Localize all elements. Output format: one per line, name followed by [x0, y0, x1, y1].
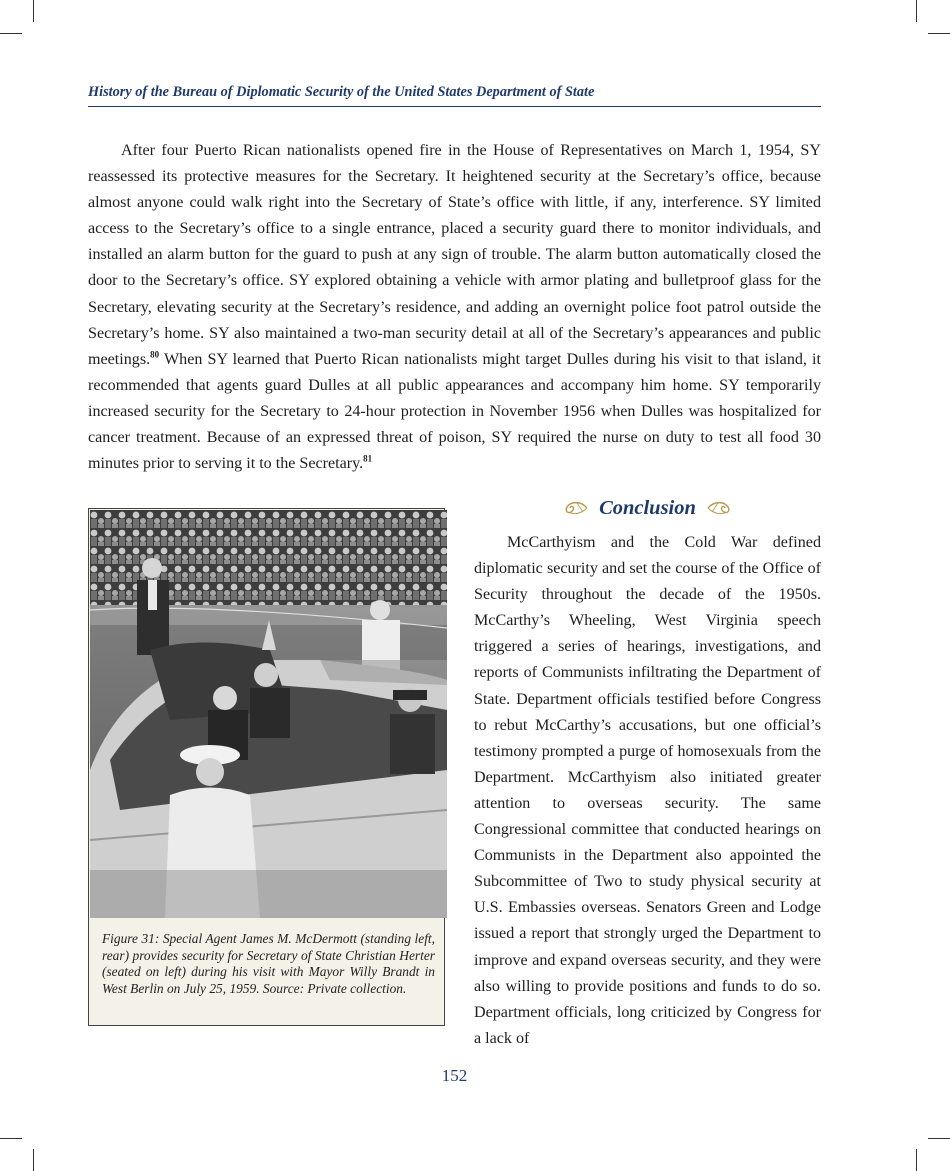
photograph — [90, 510, 447, 918]
paragraph-text: When SY learned that Puerto Rican nationalists might target Dulles during his visit to that island, it recommended that agents guard Dulles at all public appearances and accompany him home. SY temporarily increased security for the Secretary to 24-hour protection in November 1956 when Dulles was hospitalized for cancer treatment. Because of an expressed threat of poison, SY required the nurse on duty to test all food 30 minutes prior to serving it to the Secretary. — [88, 350, 821, 473]
crop-mark — [0, 33, 22, 34]
crop-mark — [928, 33, 950, 34]
crop-mark — [33, 1149, 34, 1171]
paragraph-text: After four Puerto Rican nationalists opened fire in the House of Representatives on March 1, 1954, SY reassessed its protective measures for the Secretary. It heightened security at the Secretary’s office, because almost anyone could walk right into the Secretary of State’s office with little, if any, interference. SY limited access to the Secretary’s office to a single entrance, placed a security guard there to monitor individuals, and installed an alarm button for the guard to push at any sign of trouble. The alarm button automatically closed the door to the Secretary’s office. SY explored obtaining a vehicle with armor plating and bulletproof glass for the Secretary, elevating security at the Secretary’s residence, and adding an overnight police foot patrol outside the Secretary’s home. SY also maintained a two-man security detail at all of the Secretary’s appearances and public meetings. — [88, 142, 821, 368]
section-heading — [474, 493, 821, 523]
figure-caption: Figure 31: Special Agent James M. McDermott (standing left, rear) provides security for Secretary of State Christian Herter (seated on left) during his visit with Mayor Willy Brandt in West Berlin on July 25, 1959. Source: Private collection. — [102, 931, 435, 996]
crop-mark — [33, 0, 34, 22]
header-rule — [88, 106, 821, 107]
footnote-marker[interactable]: 81 — [363, 453, 373, 464]
conclusion-heading: Conclusion — [599, 496, 696, 519]
body-paragraph — [88, 138, 821, 477]
crop-mark — [916, 0, 917, 22]
footnote-marker[interactable]: 80 — [150, 349, 160, 360]
crop-mark — [916, 1149, 917, 1171]
crop-mark — [928, 1138, 950, 1139]
figure — [88, 508, 445, 1026]
fleuron-right-icon — [706, 499, 734, 517]
running-header: History of the Bureau of Diplomatic Security of the United States Department of State — [88, 84, 595, 100]
fleuron-left-icon — [561, 499, 589, 517]
page-number: 152 — [441, 1066, 468, 1085]
crop-mark — [0, 1138, 22, 1139]
conclusion-paragraph: McCarthyism and the Cold War defined diplomatic security and set the course of the Office of Security throughout the decade of the 1950s. McCarthy’s Wheeling, West Virginia speech triggered a series of hearings, investigations, and reports of Communists infiltrating the Department of State. Department officials testified before Congress to rebut McCarthy’s accusations, but one official’s testimony prompted a purge of homosexuals from the Department. McCarthyism also initiated greater attention to overseas security. The same Congressional committee that conducted hearings on Communists in the Department also appointed the Subcommittee of Two to study physical security at U.S. Embassies overseas. Senators Green and Lodge issued a report that strongly urged the Department to improve and expand overseas security, and they were also willing to provide positions and funds to do so. Department officials, long criticized by Congress for a lack of — [474, 534, 821, 1047]
